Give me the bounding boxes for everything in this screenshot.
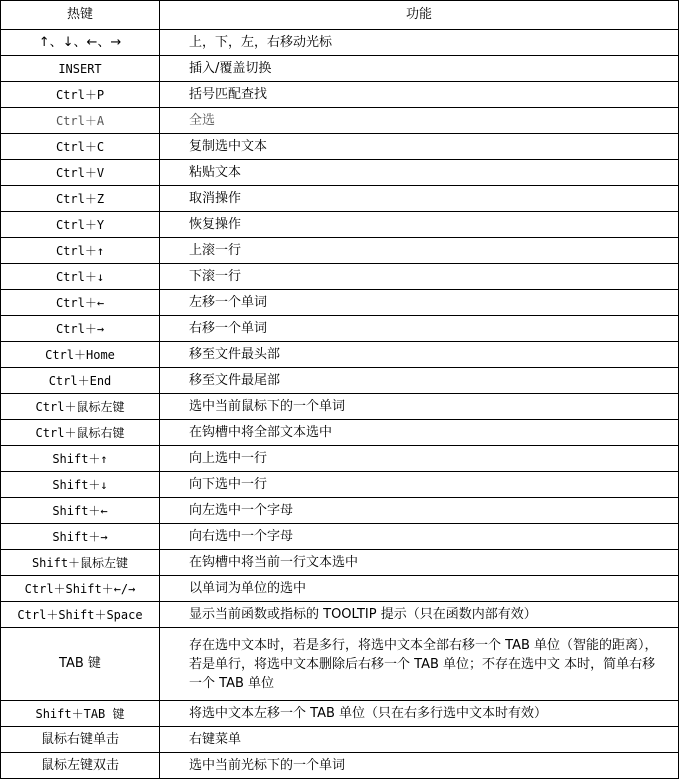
table-row xyxy=(1,212,679,238)
hotkey-cell: 鼠标左键双击 xyxy=(1,753,160,779)
hotkey-cell: Ctrl＋鼠标右键 xyxy=(1,420,160,446)
hotkey-cell: Ctrl＋C xyxy=(1,134,160,160)
table-row xyxy=(1,420,679,446)
hotkey-cell: Ctrl＋End xyxy=(1,368,160,394)
table-row xyxy=(1,316,679,342)
function-cell: 移至文件最头部 xyxy=(160,342,679,368)
table-row xyxy=(1,472,679,498)
header-function: 功能 xyxy=(160,1,679,30)
table-row xyxy=(1,264,679,290)
function-cell: 全选 xyxy=(160,108,679,134)
table-header-row xyxy=(1,1,679,30)
function-cell: 在钩槽中将当前一行文本选中 xyxy=(160,550,679,576)
function-cell: 选中当前鼠标下的一个单词 xyxy=(160,394,679,420)
table-row xyxy=(1,56,679,82)
function-cell: 复制选中文本 xyxy=(160,134,679,160)
function-cell: 在钩槽中将全部文本选中 xyxy=(160,420,679,446)
hotkey-cell: Ctrl＋← xyxy=(1,290,160,316)
table-row xyxy=(1,290,679,316)
hotkey-cell: Ctrl＋↑ xyxy=(1,238,160,264)
function-cell: 插入/覆盖切换 xyxy=(160,56,679,82)
hotkey-cell: Shift＋← xyxy=(1,498,160,524)
function-cell: 向上选中一行 xyxy=(160,446,679,472)
hotkey-cell: Shift＋→ xyxy=(1,524,160,550)
table-row xyxy=(1,701,679,727)
hotkey-cell: Ctrl＋P xyxy=(1,82,160,108)
function-cell: 右移一个单词 xyxy=(160,316,679,342)
table-row xyxy=(1,342,679,368)
function-cell: 下滚一行 xyxy=(160,264,679,290)
hotkey-cell: Ctrl＋→ xyxy=(1,316,160,342)
hotkey-cell: Ctrl＋Home xyxy=(1,342,160,368)
hotkey-cell: Ctrl＋Shift＋Space xyxy=(1,602,160,628)
table-row xyxy=(1,550,679,576)
table-row xyxy=(1,498,679,524)
header-key: 热键 xyxy=(1,1,160,30)
function-cell: 将选中文本左移一个 TAB 单位（只在右多行选中文本时有效） xyxy=(160,701,679,727)
hotkey-cell: Shift＋TAB 键 xyxy=(1,701,160,727)
function-cell: 向右选中一个字母 xyxy=(160,524,679,550)
table-row xyxy=(1,524,679,550)
table-row xyxy=(1,576,679,602)
function-cell: 上，下，左，右移动光标 xyxy=(160,30,679,56)
table-row xyxy=(1,753,679,779)
function-cell: 粘贴文本 xyxy=(160,160,679,186)
table-row xyxy=(1,727,679,753)
hotkey-cell: TAB 键 xyxy=(1,628,160,701)
function-cell: 存在选中文本时，若是多行，将选中文本全部右移一个 TAB 单位（智能的距离），若是单行，将选中文本删除后右移一个 TAB 单位；不存在选中文 本时，简单右移一个 TAB 单位 xyxy=(160,628,679,701)
hotkey-cell: Ctrl＋Z xyxy=(1,186,160,212)
hotkey-cell: 鼠标右键单击 xyxy=(1,727,160,753)
function-cell: 选中当前光标下的一个单词 xyxy=(160,753,679,779)
function-cell: 移至文件最尾部 xyxy=(160,368,679,394)
hotkey-cell: Ctrl＋V xyxy=(1,160,160,186)
function-cell: 右键菜单 xyxy=(160,727,679,753)
function-cell: 左移一个单词 xyxy=(160,290,679,316)
table-row xyxy=(1,238,679,264)
hotkey-cell: Ctrl＋Y xyxy=(1,212,160,238)
hotkey-cell: Shift＋鼠标左键 xyxy=(1,550,160,576)
table-row xyxy=(1,160,679,186)
table-row xyxy=(1,368,679,394)
table-row xyxy=(1,186,679,212)
hotkey-cell: Ctrl＋鼠标左键 xyxy=(1,394,160,420)
table-row xyxy=(1,628,679,701)
table-row xyxy=(1,446,679,472)
function-cell: 取消操作 xyxy=(160,186,679,212)
function-cell: 恢复操作 xyxy=(160,212,679,238)
function-cell: 括号匹配查找 xyxy=(160,82,679,108)
function-cell: 上滚一行 xyxy=(160,238,679,264)
function-cell: 向下选中一行 xyxy=(160,472,679,498)
hotkey-cell: Ctrl＋A xyxy=(1,108,160,134)
table-row xyxy=(1,82,679,108)
table-row xyxy=(1,602,679,628)
function-cell: 以单词为单位的选中 xyxy=(160,576,679,602)
table-row xyxy=(1,30,679,56)
hotkey-cell: Shift＋↓ xyxy=(1,472,160,498)
hotkey-cell: Ctrl＋Shift＋←/→ xyxy=(1,576,160,602)
table-row xyxy=(1,108,679,134)
function-cell: 向左选中一个字母 xyxy=(160,498,679,524)
hotkey-cell: Ctrl＋↓ xyxy=(1,264,160,290)
table-row xyxy=(1,134,679,160)
hotkey-cell: ↑、↓、←、→ xyxy=(1,30,160,56)
table-row xyxy=(1,394,679,420)
function-cell: 显示当前函数或指标的 TOOLTIP 提示（只在函数内部有效） xyxy=(160,602,679,628)
hotkey-cell: Shift＋↑ xyxy=(1,446,160,472)
hotkey-cell: INSERT xyxy=(1,56,160,82)
